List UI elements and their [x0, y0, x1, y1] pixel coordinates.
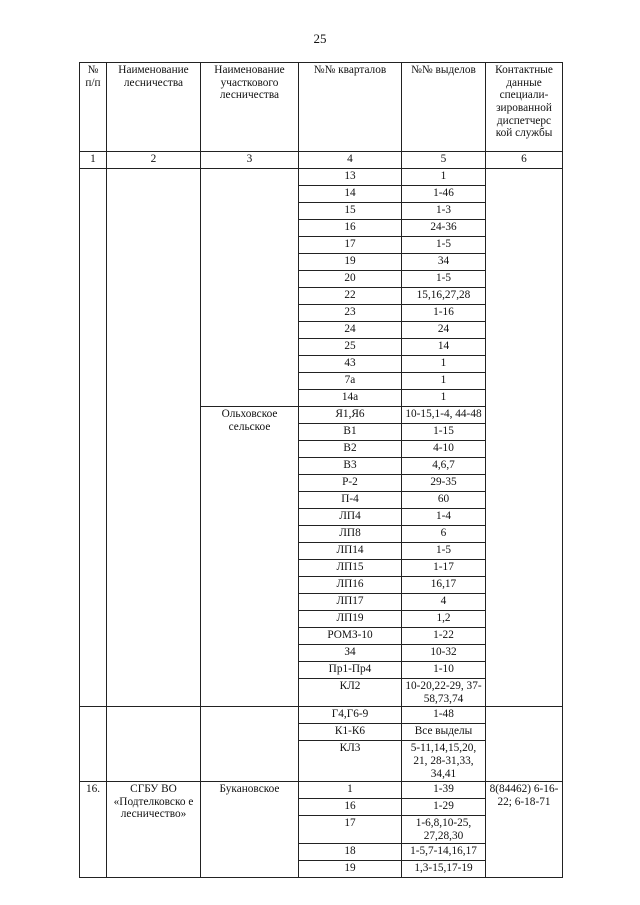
quarter-cell: 7а	[299, 373, 402, 390]
col-number: 1	[80, 152, 107, 169]
forestry-cell	[107, 707, 201, 782]
quarter-cell: РОМЗ-10	[299, 628, 402, 645]
section-cell: 4	[402, 594, 486, 611]
section-cell: 24	[402, 322, 486, 339]
quarter-cell: ЛП19	[299, 611, 402, 628]
district-cell	[201, 169, 299, 407]
quarter-cell: 14	[299, 186, 402, 203]
col-number: 5	[402, 152, 486, 169]
section-cell: 1-5	[402, 543, 486, 560]
quarter-cell: ЛП15	[299, 560, 402, 577]
quarter-cell: В3	[299, 458, 402, 475]
num-cell	[80, 169, 107, 707]
table-row	[80, 782, 563, 799]
section-cell: 10-15,1-4, 44-48	[402, 407, 486, 424]
section-cell: 60	[402, 492, 486, 509]
quarter-cell: 18	[299, 844, 402, 861]
section-cell: 1-6,8,10-25, 27,28,30	[402, 816, 486, 844]
section-cell: 24-36	[402, 220, 486, 237]
forestry-table	[79, 62, 563, 878]
quarter-cell: Я1,Я6	[299, 407, 402, 424]
section-cell: 1-22	[402, 628, 486, 645]
section-cell: 1-16	[402, 305, 486, 322]
section-cell: 10-32	[402, 645, 486, 662]
quarter-cell: 20	[299, 271, 402, 288]
contact-cell	[486, 707, 563, 782]
section-cell: 1-46	[402, 186, 486, 203]
quarter-cell: З4	[299, 645, 402, 662]
table-row	[80, 707, 563, 724]
district-cell: Букановское	[201, 782, 299, 878]
table-row	[80, 169, 563, 186]
quarter-cell: К1-К6	[299, 724, 402, 741]
section-cell: 34	[402, 254, 486, 271]
quarter-cell: 24	[299, 322, 402, 339]
quarter-cell: КЛ3	[299, 741, 402, 782]
quarter-cell: 16	[299, 799, 402, 816]
page-number: 25	[313, 31, 327, 46]
contact-cell: 8(84462) 6-16-22; 6-18-71	[486, 782, 563, 878]
quarter-cell: 25	[299, 339, 402, 356]
column-number-row	[80, 152, 563, 169]
quarter-cell: 22	[299, 288, 402, 305]
section-cell: 1-17	[402, 560, 486, 577]
quarter-cell: Р-2	[299, 475, 402, 492]
forestry-cell: СГБУ ВО «Подтелковско е лесничество»	[107, 782, 201, 878]
section-cell: 14	[402, 339, 486, 356]
quarter-cell: 13	[299, 169, 402, 186]
section-cell: 1,3-15,17-19	[402, 861, 486, 878]
num-cell: 16.	[80, 782, 107, 878]
section-cell: 1-5	[402, 237, 486, 254]
section-cell: 1-10	[402, 662, 486, 679]
quarter-cell: ЛП14	[299, 543, 402, 560]
quarter-cell: 23	[299, 305, 402, 322]
header-district: Наименование участкового лесничества	[201, 63, 299, 152]
quarter-cell: КЛ2	[299, 679, 402, 707]
header-contact: Контактные данные специали-зированной диспетчерс кой службы	[486, 63, 563, 152]
section-cell: 1	[402, 169, 486, 186]
header-forestry: Наименование лесничества	[107, 63, 201, 152]
quarter-cell: 17	[299, 237, 402, 254]
quarter-cell: 14а	[299, 390, 402, 407]
col-number: 6	[486, 152, 563, 169]
section-cell: 16,17	[402, 577, 486, 594]
quarter-cell: 15	[299, 203, 402, 220]
quarter-cell: 43	[299, 356, 402, 373]
section-cell: 1-39	[402, 782, 486, 799]
header-row	[80, 63, 563, 152]
section-cell: 1,2	[402, 611, 486, 628]
section-cell: 1-5,7-14,16,17	[402, 844, 486, 861]
col-number: 3	[201, 152, 299, 169]
section-cell: 1	[402, 390, 486, 407]
section-cell: 29-35	[402, 475, 486, 492]
quarter-cell: П-4	[299, 492, 402, 509]
header-sections: №№ выделов	[402, 63, 486, 152]
section-cell: 4,6,7	[402, 458, 486, 475]
quarter-cell: В1	[299, 424, 402, 441]
quarter-cell: В2	[299, 441, 402, 458]
num-cell	[80, 707, 107, 782]
section-cell: 15,16,27,28	[402, 288, 486, 305]
quarter-cell: Г4,Г6-9	[299, 707, 402, 724]
quarter-cell: 17	[299, 816, 402, 844]
quarter-cell: ЛП17	[299, 594, 402, 611]
section-cell: Все выделы	[402, 724, 486, 741]
section-cell: 1-4	[402, 509, 486, 526]
section-cell: 1-48	[402, 707, 486, 724]
section-cell: 1	[402, 373, 486, 390]
col-number: 2	[107, 152, 201, 169]
contact-cell	[486, 169, 563, 707]
section-cell: 5-11,14,15,20, 21, 28-31,33, 34,41	[402, 741, 486, 782]
quarter-cell: ЛП4	[299, 509, 402, 526]
header-num: № п/п	[80, 63, 107, 152]
section-cell: 1-29	[402, 799, 486, 816]
col-number: 4	[299, 152, 402, 169]
forestry-cell	[107, 169, 201, 707]
section-cell: 1-3	[402, 203, 486, 220]
quarter-cell: 19	[299, 254, 402, 271]
district-cell: Ольховское сельское	[201, 407, 299, 707]
district-cell	[201, 707, 299, 782]
section-cell: 10-20,22-29, 37-58,73,74	[402, 679, 486, 707]
section-cell: 6	[402, 526, 486, 543]
quarter-cell: ЛП16	[299, 577, 402, 594]
quarter-cell: ЛП8	[299, 526, 402, 543]
quarter-cell: 1	[299, 782, 402, 799]
section-cell: 1-15	[402, 424, 486, 441]
section-cell: 1	[402, 356, 486, 373]
section-cell: 4-10	[402, 441, 486, 458]
header-quarters: №№ кварталов	[299, 63, 402, 152]
quarter-cell: 19	[299, 861, 402, 878]
quarter-cell: 16	[299, 220, 402, 237]
quarter-cell: Пр1-Пр4	[299, 662, 402, 679]
section-cell: 1-5	[402, 271, 486, 288]
